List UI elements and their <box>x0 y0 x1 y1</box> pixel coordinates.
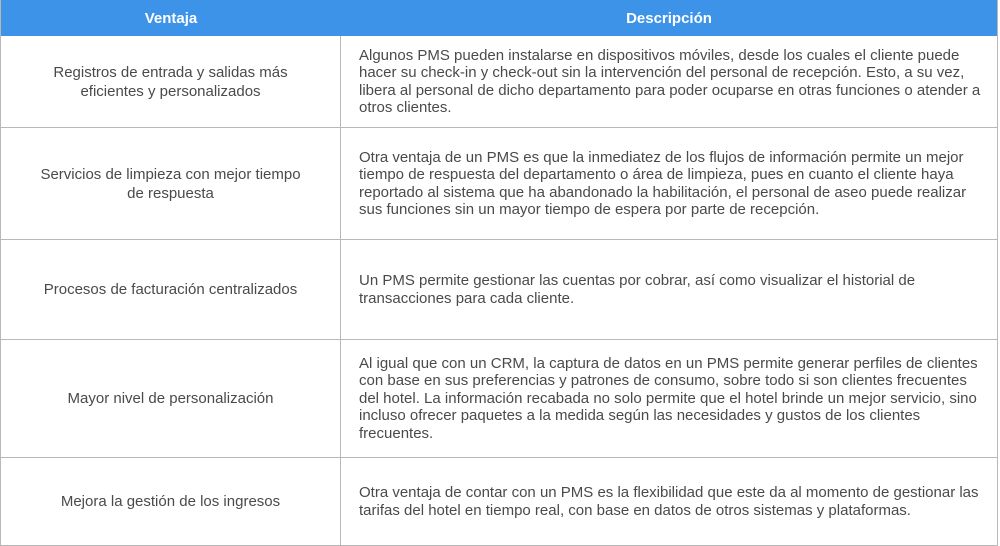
description-cell: Otra ventaja de un PMS es que la inmediatez de los flujos de información permite un mejor tiempo de respuesta del departamento o área de limpieza, pues en cuanto el cliente haya reportado al sistema que ha abandonado la habilitación, el personal de aseo puede realizar sus funciones sin un mayor tiempo de espera por parte de recepción. <box>359 148 967 218</box>
advantage-cell: Servicios de limpieza con mejor tiempo de respuesta <box>1 128 341 239</box>
advantage-cell: Mayor nivel de personalización <box>1 340 341 457</box>
description-cell: Un PMS permite gestionar las cuentas por cobrar, así como visualizar el historial de transacciones para cada cliente. <box>359 272 916 307</box>
advantage-cell: Registros de entrada y salidas más eficientes y personalizados <box>1 36 341 127</box>
table-row <box>1 36 997 128</box>
table-header <box>1 0 997 36</box>
description-cell: Otra ventaja de contar con un PMS es la flexibilidad que este da al momento de gestionar las tarifas del hotel en tiempo real, con base en datos de otros sistemas y plataformas. <box>359 484 979 519</box>
table-row <box>1 240 997 340</box>
header-ventaja: Ventaja <box>144 9 198 27</box>
header-descripcion: Descripción <box>626 9 712 27</box>
table-row <box>1 340 997 458</box>
table-row <box>1 458 997 546</box>
advantage-cell: Procesos de facturación centralizados <box>1 240 341 339</box>
advantage-cell: Mejora la gestión de los ingresos <box>1 458 341 545</box>
description-cell: Al igual que con un CRM, la captura de datos en un PMS permite generar perfiles de clientes con base en sus preferencias y patrones de consumo, sobre todo si son clientes frecuentes del hotel. La información recabada no solo permite que el hotel brinde un mejor servicio, sino incluso ofrecer paquetes a la medida según las necesidades y gustos de los clientes frecuentes. <box>359 354 978 442</box>
table-row <box>1 128 997 240</box>
description-cell: Algunos PMS pueden instalarse en dispositivos móviles, desde los cuales el cliente puede hacer su check-in y check-out sin la intervención del personal de recepción. Esto, a su vez, libera al personal de dicho departamento para poder ocuparse en otras funciones o atender a otros clientes. <box>359 46 981 116</box>
